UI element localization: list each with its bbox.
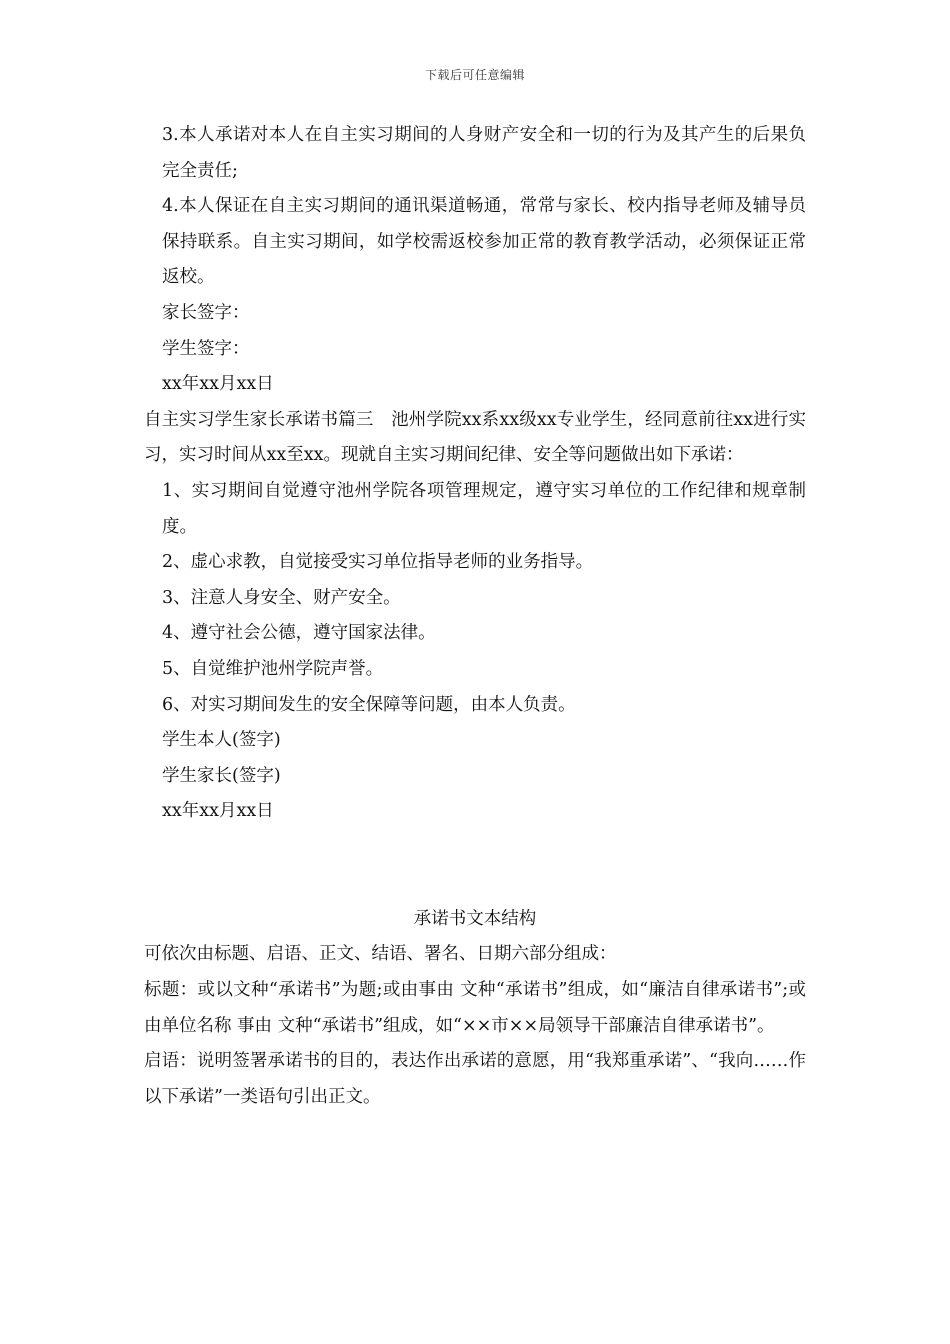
opening-paragraph: 启语：说明签署承诺书的目的，表达作出承诺的意愿，用“我郑重承诺”、“我向……作以下承诺”一类语句引出正文。: [144, 1051, 806, 1107]
commitment-item-4: 4.本人保证在自主实习期间的通讯渠道畅通，常常与家长、校内指导老师及辅导员保持联系。自主实习期间，如学校需返校参加正常的教育教学活动，必须保证正常返校。: [162, 196, 806, 288]
pledge-item-4: 4、遵守社会公德，遵守国家法律。: [162, 623, 436, 644]
parent-signature-line: 学生家长(签字): [162, 765, 281, 786]
section-intro: 自主实习学生家长承诺书篇三 池州学院xx系xx级xx专业学生，经同意前往xx进行实习，实习时间从xx至xx。现就自主实习期间纪律、安全等问题做出如下承诺：: [144, 409, 806, 466]
date-line: xx年xx月xx日: [162, 374, 274, 395]
commitment-item-3: 3.本人承诺对本人在自主实习期间的人身财产安全和一切的行为及其产生的后果负完全责任;: [162, 125, 806, 181]
page-header: 下载后可任意编辑: [424, 68, 525, 82]
date-line: xx年xx月xx日: [162, 801, 274, 822]
pledge-item-3: 3、注意人身安全、财产安全。: [162, 587, 401, 608]
pledge-item-6: 6、对实习期间发生的安全保障等问题，由本人负责。: [162, 694, 576, 715]
student-signature-line: 学生本人(签字): [162, 730, 281, 751]
section-spacer: [144, 830, 806, 902]
document-body: [144, 118, 806, 1115]
student-signature-line: 学生签字：: [162, 338, 250, 359]
title-paragraph: 标题：或以文种“承诺书”为题;或由事由 文种“承诺书”组成，如“廉洁自律承诺书”;或由单位名称 事由 文种“承诺书”组成，如“××市××局领导干部廉洁自律承诺书”。: [144, 980, 806, 1036]
parent-signature-line: 家长签字：: [162, 302, 250, 323]
pledge-item-1: 1、实习期间自觉遵守池州学院各项管理规定，遵守实习单位的工作纪律和规章制度。: [162, 480, 806, 537]
section-title: 承诺书文本结构: [413, 908, 537, 929]
pledge-item-2: 2、虚心求教，自觉接受实习单位指导老师的业务指导。: [162, 552, 594, 573]
structure-paragraph: 可依次由标题、启语、正文、结语、署名、日期六部分组成：: [144, 944, 617, 965]
pledge-item-5: 5、自觉维护池州学院声誉。: [162, 658, 384, 679]
